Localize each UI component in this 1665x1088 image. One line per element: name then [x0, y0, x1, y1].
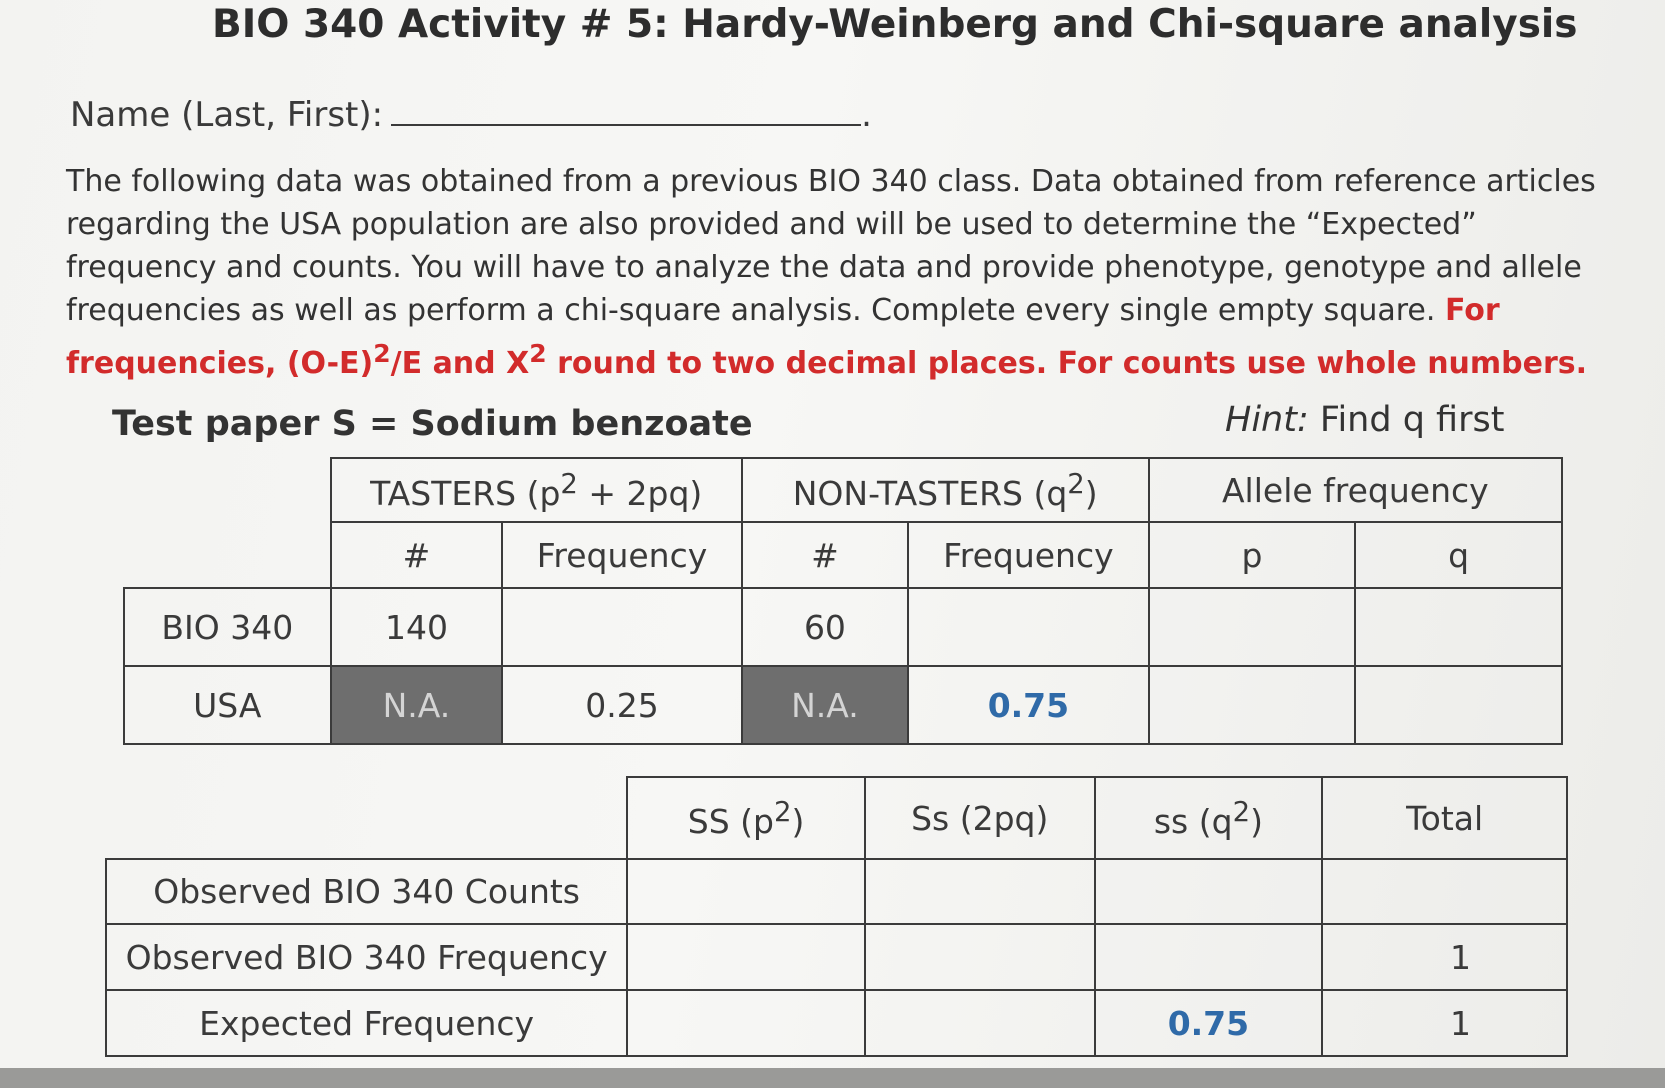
p-subheader: p	[1149, 522, 1356, 588]
hint-text: Find q first	[1308, 400, 1505, 440]
row-label-expected-frequency: Expected Frequency	[106, 990, 627, 1056]
name-suffix: .	[861, 95, 872, 135]
bio340-tasters-frequency-cell[interactable]	[502, 588, 741, 666]
usa-nontasters-frequency: 0.75	[908, 666, 1149, 744]
expected-frequency-Ss-cell[interactable]	[865, 990, 1095, 1056]
row-label-usa: USA	[124, 666, 331, 744]
page-title: BIO 340 Activity # 5: Hardy-Weinberg and Chi-square analysis	[212, 2, 1578, 47]
name-field-row	[70, 94, 872, 135]
expected-frequency-SS-cell[interactable]	[627, 990, 865, 1056]
name-blank-line[interactable]	[391, 94, 861, 126]
usa-tasters-count: N.A.	[331, 666, 503, 744]
bio340-nontasters-frequency-cell[interactable]	[908, 588, 1149, 666]
Ss-header: Ss (2pq)	[865, 777, 1095, 859]
hint	[1225, 400, 1504, 440]
table-row	[124, 588, 1562, 666]
instructions-emphasis: For frequencies, $(O-E)^2/E$ and $X^2$ round to two decimal places. For counts use whole numbers.	[66, 293, 1588, 381]
table-row	[106, 859, 1567, 924]
bio340-p-cell[interactable]	[1149, 588, 1356, 666]
nontasters-frequency-subheader: Frequency	[908, 522, 1149, 588]
row-label-bio340: BIO 340	[124, 588, 331, 666]
phenotype-allele-table	[123, 457, 1563, 745]
observed-frequency-Ss-cell[interactable]	[865, 924, 1095, 990]
observed-counts-total-cell[interactable]	[1322, 859, 1567, 924]
bio340-q-cell[interactable]	[1355, 588, 1562, 666]
observed-counts-SS-cell[interactable]	[627, 859, 865, 924]
table1-corner	[124, 458, 331, 522]
table-row	[106, 924, 1567, 990]
observed-frequency-SS-cell[interactable]	[627, 924, 865, 990]
instructions-paragraph	[66, 160, 1606, 385]
allele-frequency-header: Allele frequency	[1149, 458, 1562, 522]
instructions-text: The following data was obtained from a previous BIO 340 class. Data obtained from reference articles regarding the USA population are also provided and will be used to determine the “Expected” frequency and counts. You will have to analyze the data and provide phenotype, genotype and allele frequencies as well as perform a chi-square analysis. Complete every single empty square.	[66, 164, 1596, 328]
tasters-count-subheader: #	[331, 522, 503, 588]
expected-frequency-ss: 0.75	[1095, 990, 1323, 1056]
table2-corner	[106, 777, 627, 859]
test-paper-label: Test paper S = Sodium benzoate	[112, 404, 753, 444]
table-row	[124, 666, 1562, 744]
genotype-frequency-table	[105, 776, 1568, 1057]
observed-frequency-ss-cell[interactable]	[1095, 924, 1323, 990]
tasters-header: TASTERS $(p^2 + 2pq)$	[331, 458, 742, 522]
row-label-observed-frequency: Observed BIO 340 Frequency	[106, 924, 627, 990]
observed-frequency-total: 1	[1322, 924, 1567, 990]
total-header: Total	[1322, 777, 1567, 859]
tasters-frequency-subheader: Frequency	[502, 522, 741, 588]
usa-p-cell[interactable]	[1149, 666, 1356, 744]
hint-label: Hint:	[1225, 400, 1309, 440]
usa-tasters-frequency: 0.25	[502, 666, 741, 744]
observed-counts-Ss-cell[interactable]	[865, 859, 1095, 924]
bio340-nontasters-count: 60	[742, 588, 908, 666]
q-subheader: q	[1355, 522, 1562, 588]
table1-corner-2	[124, 522, 331, 588]
nontasters-count-subheader: #	[742, 522, 908, 588]
name-label: Name (Last, First):	[70, 95, 384, 135]
expected-frequency-total: 1	[1322, 990, 1567, 1056]
usa-q-cell[interactable]	[1355, 666, 1562, 744]
page-bottom-edge	[0, 1068, 1665, 1088]
observed-counts-ss-cell[interactable]	[1095, 859, 1323, 924]
bio340-tasters-count: 140	[331, 588, 503, 666]
usa-nontasters-count: N.A.	[742, 666, 908, 744]
SS-header: SS $(p^2)$	[627, 777, 865, 859]
row-label-observed-counts: Observed BIO 340 Counts	[106, 859, 627, 924]
nontasters-header: NON-TASTERS $(q^2)$	[742, 458, 1149, 522]
ss-header: ss $(q^2)$	[1095, 777, 1323, 859]
table-row	[106, 990, 1567, 1056]
